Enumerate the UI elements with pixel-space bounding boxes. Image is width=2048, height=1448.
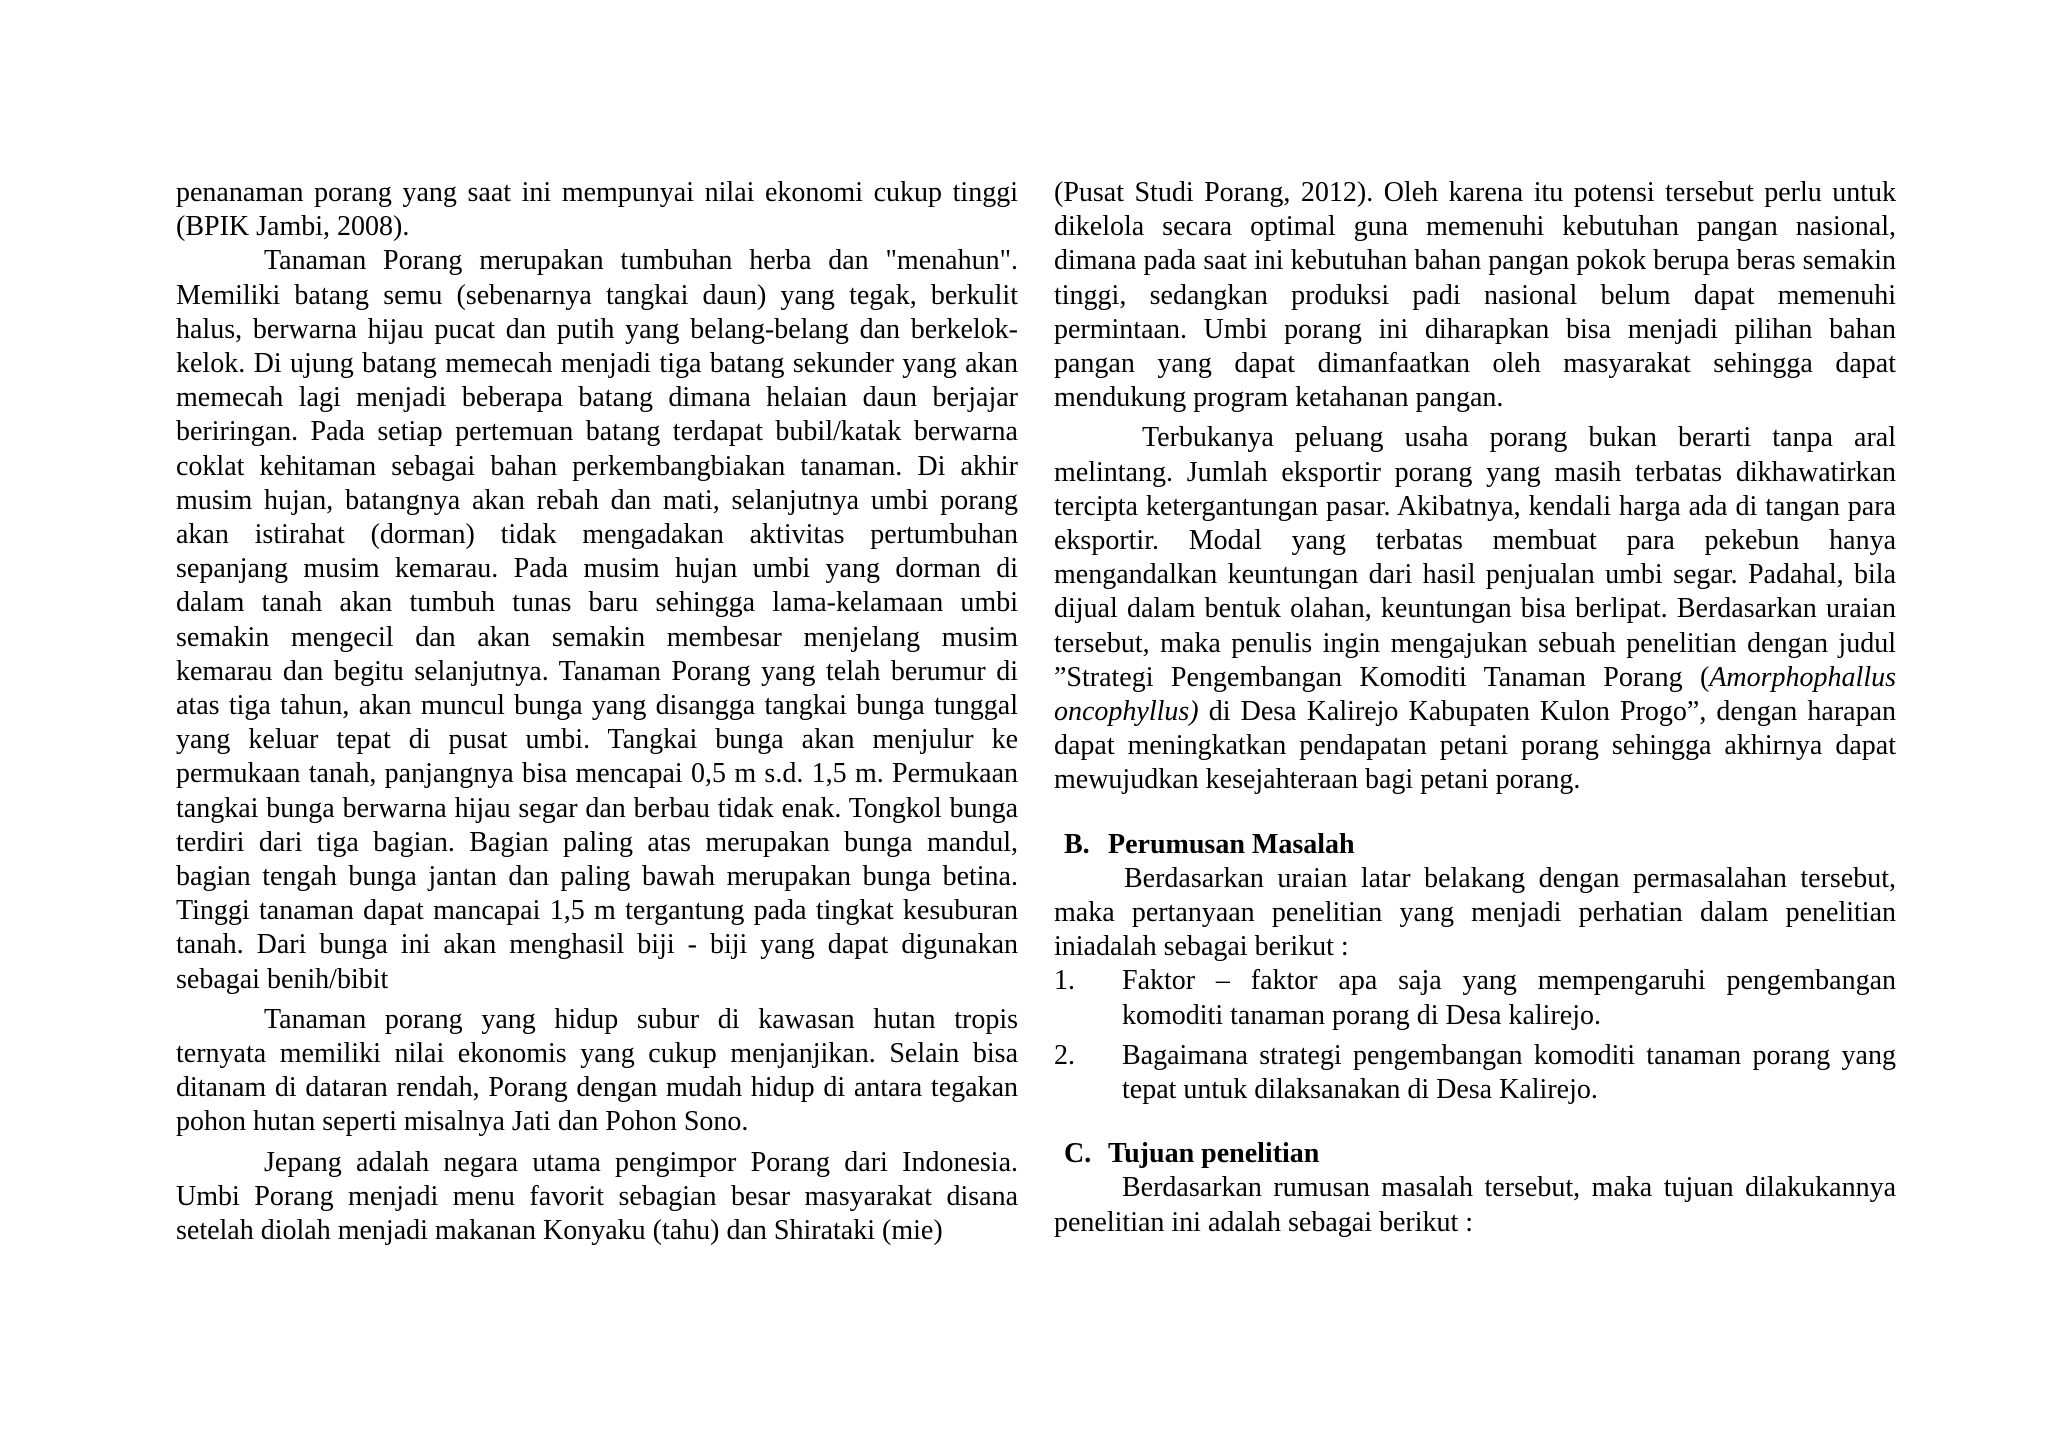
list-item-number: 2. <box>1054 1039 1075 1071</box>
left-paragraph-porang-economic: Tanaman porang yang hidup subur di kawasan hutan tropis ternyata memiliki nilai ekonomis yang cukup menjanjikan. Selain bisa ditanam di dataran rendah, Porang dengan mudah hidup di antara tegakan pohon hutan seperti misalnya Jati dan Pohon Sono. <box>176 1003 1018 1138</box>
section-c-heading <box>1054 1137 1896 1171</box>
left-column <box>176 176 1018 1248</box>
list-item <box>1054 1039 1896 1107</box>
research-questions-list <box>1054 964 1896 1107</box>
section-b-heading <box>1054 828 1896 862</box>
left-paragraph-japan-import: Jepang adalah negara utama pengimpor Porang dari Indonesia. Umbi Porang menjadi menu favorit sebagian besar masyarakat disana setelah diolah menjadi makanan Konyaku (tahu) dan Shirataki (mie) <box>176 1146 1018 1247</box>
section-b-letter: B. <box>1064 828 1090 860</box>
section-b-title: Perumusan Masalah <box>1108 828 1355 860</box>
section-b-intro: Berdasarkan uraian latar belakang dengan permasalahan tersebut, maka pertanyaan penelitian yang menjadi perhatian dalam penelitian iniadalah sebagai berikut : <box>1054 862 1896 963</box>
section-c-intro: Berdasarkan rumusan masalah tersebut, maka tujuan dilakukannya penelitian ini adalah sebagai berikut : <box>1054 1172 1896 1238</box>
right-paragraph-opportunity <box>1054 421 1896 797</box>
left-paragraph-porang-description: Tanaman Porang merupakan tumbuhan herba dan "menahun". Memiliki batang semu (sebenarnya tangkai daun) yang tegak, berkulit halus, berwarna hijau pucat dan putih yang belang-belang dan berkelok-kelok. Di ujung batang memecah menjadi tiga batang sekunder yang akan memecah lagi menjadi beberapa batang dimana helaian daun berjajar beriringan. Pada setiap pertemuan batang terdapat bubil/katak berwarna coklat kehitaman sebagai bahan perkembangbiakan tanaman. Di akhir musim hujan, batangnya akan rebah dan mati, selanjutnya umbi porang akan istirahat (dorman) tidak mengadakan aktivitas pertumbuhan sepanjang musim kemarau. Pada musim hujan umbi yang dorman di dalam tanah akan tumbuh tunas baru sehingga lama-kelamaan umbi semakin mengecil dan akan semakin membesar menjelang musim kemarau dan begitu selanjutnya. Tanaman Porang yang telah berumur di atas tiga tahun, akan muncul bunga yang disangga tangkai bunga tunggal yang keluar tepat di pusat umbi. Tangkai bunga akan menjulur ke permukaan tanah, panjangnya bisa mencapai 0,5 m s.d. 1,5 m. Permukaan tangkai bunga berwarna hijau segar dan berbau tidak enak. Tongkol bunga terdiri dari tiga bagian. Bagian paling atas merupakan bunga mandul, bagian tengah bunga jantan dan paling bawah merupakan bunga betina. Tinggi tanaman dapat mancapai 1,5 m tergantung pada tingkat kesuburan tanah. Dari bunga ini akan menghasil biji - biji yang dapat digunakan sebagai benih/bibit <box>176 245 1018 995</box>
left-paragraph-1: penanaman porang yang saat ini mempunyai nilai ekonomi cukup tinggi (BPIK Jambi, 2008). <box>176 177 1018 243</box>
section-c-title: Tujuan penelitian <box>1108 1138 1320 1170</box>
list-item-number: 1. <box>1054 965 1075 997</box>
species-name-italic: Amorphophallus oncophyllus) <box>1054 661 1896 728</box>
list-item-text: Faktor – faktor apa saja yang mempengaruhi pengembangan komoditi tanaman porang di Desa kalirejo. <box>1122 965 1896 1031</box>
list-item-text: Bagaimana strategi pengembangan komoditi tanaman porang yang tepat untuk dilaksanakan di Desa Kalirejo. <box>1122 1039 1896 1106</box>
opportunity-text-start: Terbukanya peluang usaha porang bukan berarti tanpa aral melintang. Jumlah eksportir porang yang masih terbatas dikhawatirkan tercipta ketergantungan pasar. Akibatnya, kendali harga ada di tangan para eksportir. Modal yang terbatas membuat para pekebun hanya mengandalkan keuntungan dari hasil penjualan umbi segar. Padahal, bila dijual dalam bentuk olahan, keuntungan bisa berlipat. Berdasarkan uraian tersebut, maka penulis ingin mengajukan sebuah penelitian dengan judul ”Strategi Pengembangan Komoditi Tanaman Porang ( <box>1054 422 1896 693</box>
right-column <box>1054 176 1896 1240</box>
opportunity-text-end: di Desa Kalirejo Kabupaten Kulon Progo”, dengan harapan dapat meningkatkan pendapatan petani porang sehingga akhirnya dapat mewujudkan kesejahteraan bagi petani porang. <box>1054 696 1896 796</box>
section-c-letter: C. <box>1064 1138 1092 1170</box>
right-paragraph-1: (Pusat Studi Porang, 2012). Oleh karena itu potensi tersebut perlu untuk dikelola secara optimal guna memenuhi kebutuhan pangan nasional, dimana pada saat ini kebutuhan bahan pangan pokok berupa beras semakin tinggi, sedangkan produksi padi nasional belum dapat memenuhi permintaan. Umbi porang ini diharapkan bisa menjadi pilihan bahan pangan yang dapat dimanfaatkan oleh masyarakat sehingga dapat mendukung program ketahanan pangan. <box>1054 177 1896 414</box>
list-item <box>1054 964 1896 1032</box>
